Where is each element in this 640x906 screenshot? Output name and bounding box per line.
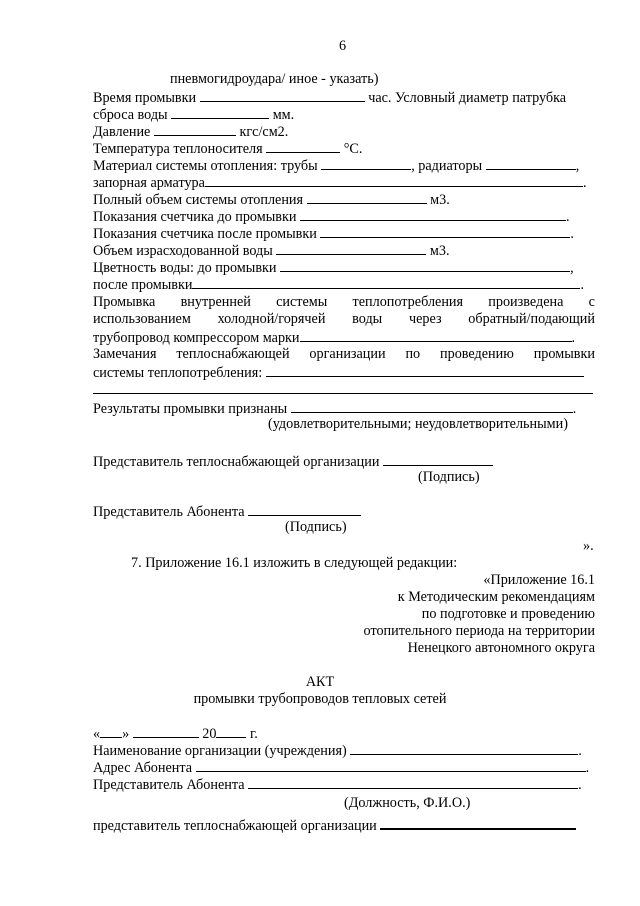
meter-after-blank [320,224,570,238]
rep-subscriber-label: Представитель Абонента [93,504,245,520]
word: через [408,311,442,327]
temp-unit: °С. [343,141,363,157]
remarks2-label: системы теплопотребления: [93,365,263,381]
signature-hint: (Подпись) [418,469,480,485]
dot: . [585,760,590,776]
water-used-unit: м3. [429,243,450,259]
meter-after-label: Показания счетчика после промывки [93,226,317,242]
appendix-l4: отопительного периода на территории [363,623,595,639]
line-method-end: пневмогидроудара/ иное - указать) [170,71,379,87]
dot: . [565,209,570,225]
appendix-l1: «Приложение 16.1 [483,572,595,588]
year-suffix: г. [250,726,258,742]
heat-rep-blank [380,815,576,830]
address-label: Адрес Абонента [93,760,193,776]
para-flushing-line2 [93,311,595,328]
word: с [588,294,595,310]
compressor-blank [300,328,572,342]
pipes-blank [321,156,411,170]
year-blank [216,724,246,738]
pressure-label: Давление [93,124,151,140]
dot: . [572,401,577,417]
month-blank [133,724,199,738]
temp-label: Температура теплоносителя [93,141,263,157]
meter-before-label: Показания счетчика до промывки [93,209,297,225]
appendix-l2: к Методическим рекомендациям [397,589,595,605]
word: холодной/горячей [217,311,326,327]
line-heat-rep [93,815,576,835]
line-remarks2 [93,363,584,382]
dot: . [578,777,582,793]
flush-time-unit: час. Условный диаметр патрубка [368,90,567,106]
act-rep-blank [248,775,578,789]
word: использованием [93,311,191,327]
radiators-label: , радиаторы [411,158,483,174]
word: внутренней [180,294,251,310]
item-7: 7. Приложение 16.1 изложить в следующей редакции: [131,555,458,571]
volume-blank [307,190,427,204]
dot: . [578,743,582,759]
quote-close: » [122,726,130,742]
flush-time-label: Время промывки [93,90,197,106]
appendix-l3: по подготовке и проведению [421,606,595,622]
para-flushing-line1 [93,294,595,311]
word: воды [352,311,383,327]
line-act-rep [93,775,582,794]
dot: . [570,226,574,242]
temp-blank [266,139,340,153]
dot: . [571,330,576,346]
para-remarks-line1 [93,346,595,363]
color-after-blank [192,275,580,289]
radiators-blank [486,156,576,170]
rep-heat-signature-blank [383,452,493,466]
address-blank [196,758,586,772]
word: проведению [440,346,514,362]
remarks-extra-line [93,393,593,394]
rep-heat-label: Представитель теплоснабжающей организации [93,454,380,470]
volume-label: Полный объем системы отопления [93,192,304,208]
dot: . [580,277,585,293]
color-before-label: Цветность воды: до промывки [93,260,277,276]
word: системы [276,294,328,310]
act-rep-label: Представитель Абонента [93,777,245,793]
water-used-blank [276,241,426,255]
quote-open: « [93,726,101,742]
drain-blank [171,105,269,119]
word: теплоснабжающей [176,346,290,362]
meter-before-blank [300,207,566,221]
results-hint: (удовлетворительными; неудовлетворительными) [268,416,568,432]
word: Промывка [93,294,156,310]
drain-label: сброса воды [93,107,168,123]
word: произведена [488,294,564,310]
pressure-unit: кгс/см2. [239,124,289,140]
line-color-after [93,275,584,294]
org-name-blank [350,741,578,755]
word: теплопотребления [352,294,464,310]
day-blank [100,724,122,738]
year-prefix: 20 [202,726,217,742]
close-quote: ». [583,538,594,554]
flush-time-blank [200,88,365,102]
drain-unit: мм. [272,107,295,123]
word: промывки [533,346,595,362]
results-label: Результаты промывки признаны [93,401,288,417]
compressor-label: трубопровод компрессором марки [93,330,300,346]
heat-rep-label: представитель теплоснабжающей организации [93,818,377,834]
act-subtitle: промывки трубопроводов тепловых сетей [193,691,447,707]
word: Замечания [93,346,157,362]
act-title: АКТ [305,674,335,690]
appendix-l5: Ненецкого автономного округа [407,640,595,656]
page-number: 6 [339,38,347,54]
word: обратный/подающий [468,311,595,327]
comma: , [570,260,574,276]
pressure-blank [154,122,236,136]
signature-hint-2: (Подпись) [285,519,347,535]
org-name-label: Наименование организации (учреждения) [93,743,347,759]
valves-blank [205,173,583,187]
results-blank [291,399,573,413]
water-used-label: Объем израсходованной воды [93,243,273,259]
volume-unit: м3. [430,192,450,208]
rep-subscriber-signature-blank [248,502,361,516]
valves-label: запорная арматура [93,175,205,191]
comma: , [575,158,580,174]
line-compressor [93,328,575,347]
position-hint: (Должность, Ф.И.О.) [344,795,471,811]
material-label: Материал системы отопления: трубы [93,158,318,174]
dot: . [582,175,587,191]
remarks-blank [266,363,584,377]
word: организации [309,346,386,362]
color-before-blank [280,258,570,272]
color-after-label: после промывки [93,277,193,293]
word: по [405,346,421,362]
